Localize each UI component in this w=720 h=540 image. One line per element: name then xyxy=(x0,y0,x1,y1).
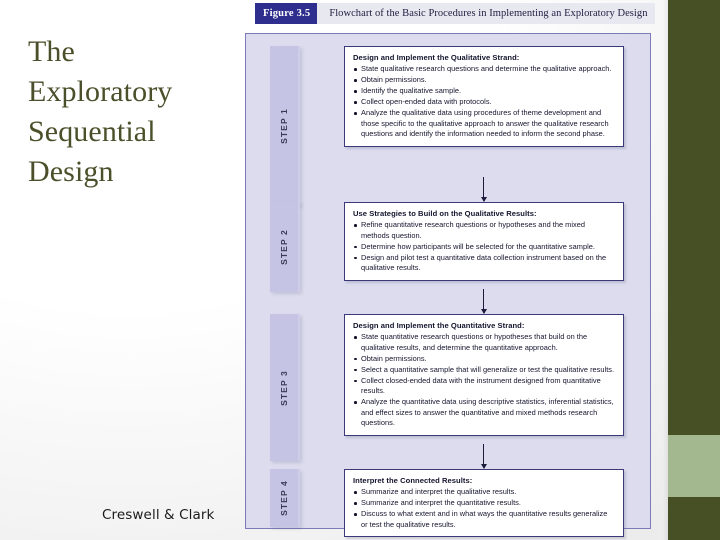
step-heading-3: Design and Implement the Quantitative Strand: xyxy=(353,321,525,330)
step-tab-1 xyxy=(270,46,300,206)
step-box-3 xyxy=(344,314,624,436)
page-title-line-2: Exploratory xyxy=(28,74,173,108)
step-bullet: Determine how participants will be selected for the quantitative sample. xyxy=(353,242,615,253)
step-box-1 xyxy=(344,46,624,147)
step-bullet: Collect open-ended data with protocols. xyxy=(353,97,615,108)
step-bullet: Refine quantitative research questions or hypotheses and the mixed methods question. xyxy=(353,220,615,241)
step-bullet: Discuss to what extent and in what ways the quantitative results generalize or test the qualitative results. xyxy=(353,509,615,530)
page-title-line-3: Sequential xyxy=(28,114,156,148)
flowchart-panel xyxy=(245,33,651,529)
connector-arrow-3-to-4 xyxy=(483,444,484,468)
figure-header xyxy=(255,3,655,24)
step-tab-label-2: STEP 2 xyxy=(279,229,289,265)
step-bullet: Analyze the qualitative data using procedures of theme development and those specific to the qualitative approach to answer the qualitative research questions and identify the information needed to inform the second phase. xyxy=(353,108,615,140)
step-bullet: Select a quantitative sample that will generalize or test the qualitative results. xyxy=(353,365,615,376)
step-tab-2 xyxy=(270,202,300,292)
step-bullet: Analyze the quantitative data using descriptive statistics, inferential statistics, and effect sizes to answer the quantitative and mixed methods research questions. xyxy=(353,397,615,429)
step-bullets-1 xyxy=(353,64,615,140)
step-heading-2: Use Strategies to Build on the Qualitative Results: xyxy=(353,209,537,218)
step-heading-4: Interpret the Connected Results: xyxy=(353,476,473,485)
figure-number-badge: Figure 3.5 xyxy=(255,3,317,24)
step-bullets-4 xyxy=(353,487,615,530)
step-tab-3 xyxy=(270,314,300,461)
connector-arrow-1-to-2 xyxy=(483,177,484,201)
right-decorative-bar-accent xyxy=(668,435,720,497)
step-tab-4 xyxy=(270,469,300,527)
step-bullet: Summarize and interpret the quantitative results. xyxy=(353,498,615,509)
step-bullet: Identify the qualitative sample. xyxy=(353,86,615,97)
step-bullet: State qualitative research questions and determine the qualitative approach. xyxy=(353,64,615,75)
step-tab-label-1: STEP 1 xyxy=(279,108,289,144)
step-tab-label-3: STEP 3 xyxy=(279,369,289,406)
step-bullets-3 xyxy=(353,332,615,429)
page-title xyxy=(28,32,234,192)
figure-caption: Flowchart of the Basic Procedures in Implementing an Exploratory Design xyxy=(329,8,648,19)
step-bullet: Collect closed-ended data with the instrument designed from quantitative results. xyxy=(353,376,615,397)
step-box-4 xyxy=(344,469,624,537)
figure-container xyxy=(245,3,655,530)
step-bullet: State quantitative research questions or hypotheses that build on the qualitative results, and determine the quantitative approach. xyxy=(353,332,615,353)
step-bullet: Obtain permissions. xyxy=(353,354,615,365)
step-bullet: Design and pilot test a quantitative data collection instrument based on the qualitative results. xyxy=(353,253,615,274)
page-title-line-1: The xyxy=(28,35,75,68)
step-bullet: Obtain permissions. xyxy=(353,75,615,86)
step-bullets-2 xyxy=(353,220,615,274)
page-title-line-4: Design xyxy=(28,154,114,188)
step-bullet: Summarize and interpret the qualitative results. xyxy=(353,487,615,498)
connector-arrow-2-to-3 xyxy=(483,289,484,313)
source-credit: Creswell & Clark xyxy=(102,507,215,523)
step-box-2 xyxy=(344,202,624,281)
step-tab-label-4: STEP 4 xyxy=(279,480,289,516)
step-heading-1: Design and Implement the Qualitative Strand: xyxy=(353,53,520,62)
